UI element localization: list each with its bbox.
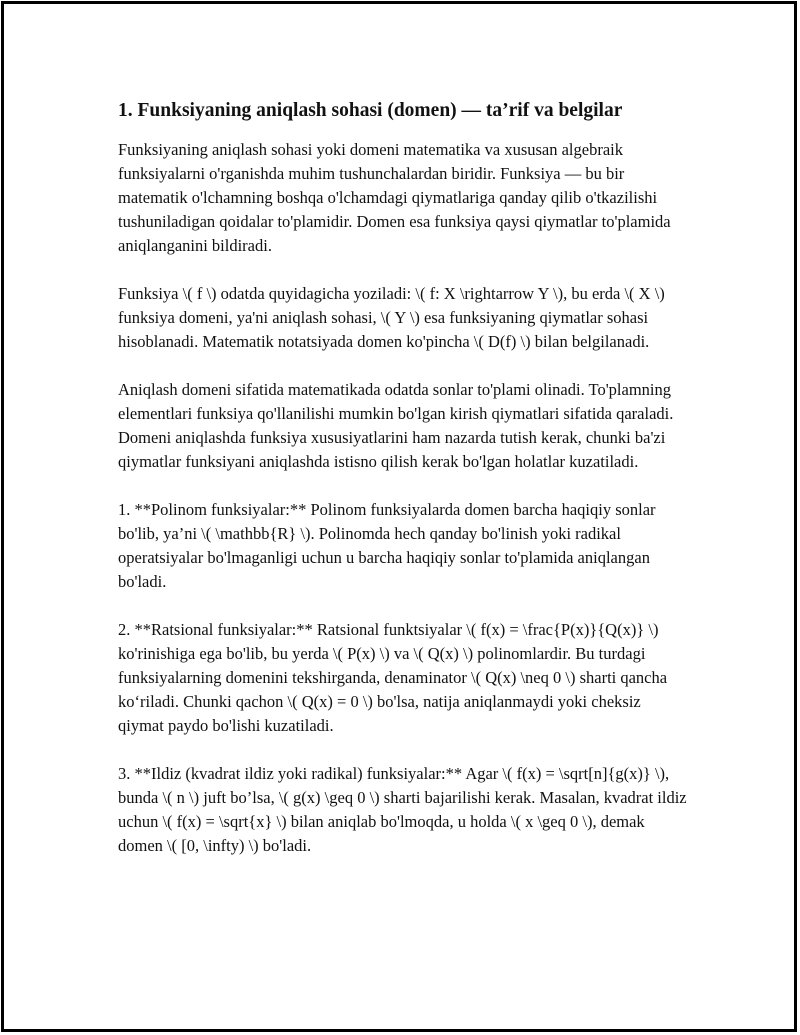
document-body: [118, 98, 690, 882]
section-title: 1. Funksiyaning aniqlash sohasi (domen) — ta’rif va belgilar: [118, 100, 623, 121]
paragraph-polynomial: 1. **Polinom funksiyalar:** Polinom funksiyalarda domen barcha haqiqiy sonlar bo'lib, ya’ni \( \mathbb{R} \). Polinomda hech qanday bo'linish yoki radikal operatsiyalar bo'lmaganligi uchun u barcha haqiqiy sonlar to'plamida aniqlangan bo'ladi.: [118, 500, 656, 591]
paragraph-rational: 2. **Ratsional funksiyalar:** Ratsional funktsiyalar \( f(x) = \frac{P(x)}{Q(x)} \) ko'rinishiga ega bo'lib, bu yerda \( P(x) \) va \( Q(x) \) polinomlardir. Bu turdagi funksiyalarning domenini tekshirganda, denaminator \( Q(x) \neq 0 \) sharti qancha ko‘riladi. Chunki qachon \( Q(x) = 0 \) bo'lsa, natija aniqlanmaydi yoki cheksiz qiymat paydo bo'lishi kuzatiladi.: [118, 620, 668, 735]
document-page: [1, 1, 797, 1032]
paragraph-notation: Funksiya \( f \) odatda quyidagicha yoziladi: \( f: X \rightarrow Y \), bu erda \( X \) funksiya domeni, ya'ni aniqlash sohasi, \( Y \) esa funksiyaning qiymatlar sohasi hisoblanadi. Matematik notatsiyada domen ko'pincha \( D(f) \) bilan belgilanadi.: [118, 284, 665, 351]
paragraph-intro: Funksiyaning aniqlash sohasi yoki domeni matematika va xususan algebraik funksiyalarni o'rganishda muhim tushunchalardan biridir. Funksiya — bu bir matematik o'lchamning boshqa o'lchamdagi qiymatlariga qanday qilib o'tkazilishi tushuniladigan qoidalar to'plamidir. Domen esa funksiya qaysi qiymatlar to'plamida aniqlanganini bildiradi.: [118, 140, 671, 255]
paragraph-domain-sets: Aniqlash domeni sifatida matematikada odatda sonlar to'plami olinadi. To'plamning elementlari funksiya qo'llanilishi mumkin bo'lgan kirish qiymatlari sifatida qaraladi. Domeni aniqlashda funksiya xususiyatlarini ham nazarda tutish kerak, chunki ba'zi qiymatlar funksiyani aniqlashda istisno qilish kerak bo'lgan holatlar kuzatiladi.: [118, 380, 674, 471]
paragraph-radical: 3. **Ildiz (kvadrat ildiz yoki radikal) funksiyalar:** Agar \( f(x) = \sqrt[n]{g(x)} \), bunda \( n \) juft bo’lsa, \( g(x) \geq 0 \) sharti bajarilishi kerak. Masalan, kvadrat ildiz uchun \( f(x) = \sqrt{x} \) bilan aniqlab bo'lmoqda, u holda \( x \geq 0 \), demak domen \( [0, \infty) \) bo'ladi.: [118, 764, 687, 855]
